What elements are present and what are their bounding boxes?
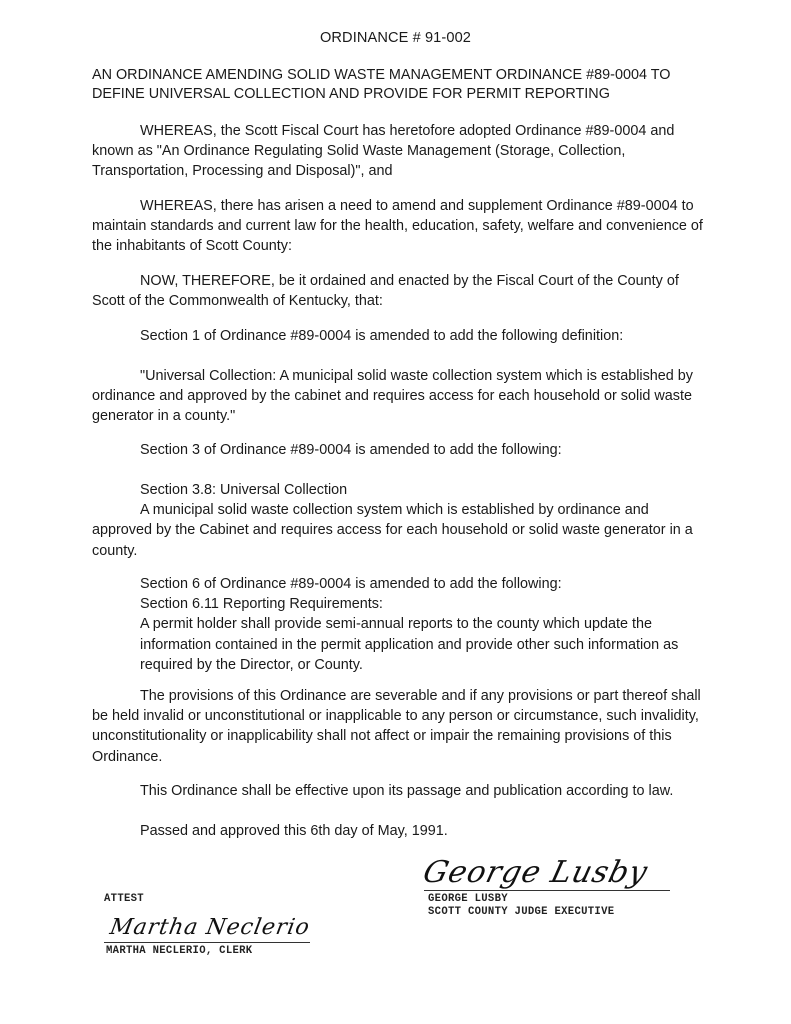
paragraph-line: be held invalid or unconstitutional or inapplicable to any person or circumstance, such invalidity,: [92, 708, 699, 725]
paragraph-line: The provisions of this Ordinance are severable and if any provisions or part thereof shall: [140, 688, 701, 704]
attest-label: ATTEST: [104, 893, 144, 905]
paragraph-line: Section 1 of Ordinance #89-0004 is amended to add the following definition:: [140, 328, 624, 344]
paragraph-line: A permit holder shall provide semi-annual reports to the county which update the: [140, 616, 652, 633]
clerk-signature-text: Martha Neclerio: [108, 914, 313, 940]
section-title: Section 3.8: Universal Collection: [140, 482, 348, 498]
paragraph-line: Ordinance.: [92, 748, 163, 765]
heading-line: DEFINE UNIVERSAL COLLECTION AND PROVIDE FOR PERMIT REPORTING: [92, 86, 610, 102]
judge-signature-line: [424, 890, 670, 891]
paragraph-line: Scott of the Commonwealth of Kentucky, that:: [92, 293, 383, 310]
paragraph-line: required by the Director, or County.: [140, 656, 363, 673]
paragraph-line: Section 6 of Ordinance #89-0004 is amended to add the following:: [140, 576, 562, 592]
judge-name: GEORGE LUSBY: [428, 893, 508, 905]
heading-line: AN ORDINANCE AMENDING SOLID WASTE MANAGEMENT ORDINANCE #89-0004 TO: [92, 67, 671, 83]
passed-paragraph: [92, 821, 712, 841]
paragraph-line: Passed and approved this 6th day of May, 1991.: [140, 823, 448, 839]
section-title: Section 6.11 Reporting Requirements:: [140, 596, 383, 613]
paragraph-line: generator in a county.": [92, 408, 236, 425]
paragraph-line: the inhabitants of Scott County:: [92, 238, 292, 255]
whereas-paragraph-1: [92, 121, 712, 182]
whereas-paragraph-2: [92, 196, 712, 257]
severability-paragraph: [92, 686, 712, 767]
paragraph-line: This Ordinance shall be effective upon its passage and publication according to law.: [140, 783, 674, 799]
paragraph-line: known as "An Ordinance Regulating Solid Waste Management (Storage, Collection,: [92, 143, 626, 160]
paragraph-line: A municipal solid waste collection system which is established by ordinance and: [140, 502, 649, 519]
effective-paragraph: [92, 781, 712, 801]
section-6-11: [92, 574, 712, 675]
judge-title: SCOTT COUNTY JUDGE EXECUTIVE: [428, 906, 615, 918]
paragraph-line: WHEREAS, there has arisen a need to amend and supplement Ordinance #89-0004 to: [140, 198, 694, 214]
paragraph-line: "Universal Collection: A municipal solid waste collection system which is established by: [140, 368, 693, 384]
paragraph-line: approved by the Cabinet and requires access for each household or solid waste generator in a: [92, 522, 693, 539]
paragraph-line: unconstitutionality or inapplicability shall not affect or impair the remaining provisions of this: [92, 728, 672, 745]
ordinance-title: ORDINANCE # 91-002: [319, 30, 472, 46]
section-3-intro: [92, 440, 712, 460]
clerk-name: MARTHA NECLERIO, CLERK: [106, 945, 253, 957]
paragraph-line: ordinance and approved by the cabinet and requires access for each household or solid waste: [92, 388, 692, 405]
clerk-signature: [108, 906, 318, 946]
now-therefore-paragraph: [92, 271, 712, 311]
judge-block: [428, 893, 614, 919]
paragraph-line: Section 3 of Ordinance #89-0004 is amended to add the following:: [140, 442, 562, 458]
section-1-intro: [92, 326, 712, 346]
ordinance-heading: [92, 66, 712, 104]
paragraph-line: maintain standards and current law for the health, education, safety, welfare and convenience of: [92, 218, 703, 235]
paragraph-line: Transportation, Processing and Disposal)", and: [92, 163, 393, 180]
clerk-signature-line: [104, 942, 310, 943]
paragraph-line: NOW, THEREFORE, be it ordained and enacted by the Fiscal Court of the County of: [140, 273, 679, 289]
universal-collection-definition: [92, 366, 712, 427]
judge-signature-text: George Lusby: [419, 855, 652, 890]
paragraph-line: county.: [92, 542, 138, 559]
section-3-8: [92, 480, 712, 561]
paragraph-line: information contained in the permit application and provide other such information as: [140, 636, 679, 653]
paragraph-line: WHEREAS, the Scott Fiscal Court has heretofore adopted Ordinance #89-0004 and: [140, 123, 675, 139]
